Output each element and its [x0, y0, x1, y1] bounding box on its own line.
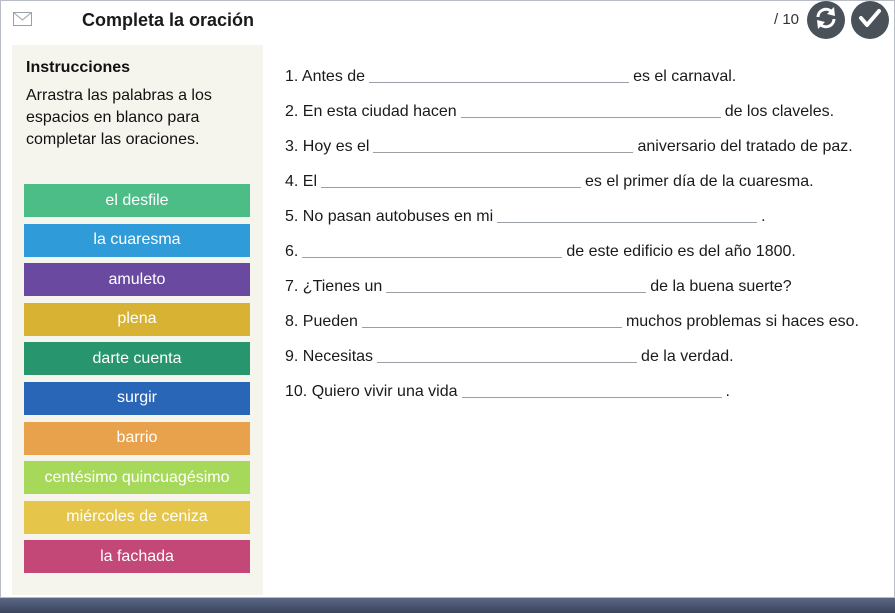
instructions-title: Instrucciones: [26, 59, 131, 76]
sentence-text-before: 7. ¿Tienes un: [285, 278, 383, 295]
sentence-text-after: de la buena suerte?: [650, 278, 792, 295]
word-bank-panel: [12, 45, 263, 595]
word-tile[interactable]: surgir: [24, 382, 250, 415]
sentence-text-before: 9. Necesitas: [285, 348, 374, 365]
answer-blank[interactable]: [462, 380, 722, 398]
word-tile[interactable]: centésimo quincuagésimo: [24, 461, 250, 494]
sentence-text-after: .: [725, 383, 730, 400]
sentence-item: [285, 273, 875, 300]
refresh-button[interactable]: [807, 1, 845, 39]
sentence-item: [285, 238, 875, 265]
check-button[interactable]: [851, 1, 889, 39]
page-title: Completa la oración: [82, 10, 255, 30]
checkmark-icon: [857, 5, 883, 36]
sentence-text-after: aniversario del tratado de paz.: [637, 138, 853, 155]
sentence-item: [285, 168, 875, 195]
sentence-text-after: de la verdad.: [641, 348, 734, 365]
sentence-text-before: 2. En esta ciudad hacen: [285, 103, 457, 120]
answer-blank[interactable]: [373, 135, 633, 153]
word-tile[interactable]: la cuaresma: [24, 224, 250, 257]
sentence-item: [285, 63, 875, 90]
refresh-icon: [811, 3, 841, 38]
sentence-text-before: 5. No pasan autobuses en mi: [285, 208, 494, 225]
sentence-text-after: .: [761, 208, 766, 225]
answer-blank[interactable]: [461, 100, 721, 118]
sentence-item: [285, 378, 875, 405]
envelope-icon[interactable]: [13, 12, 32, 26]
word-tile[interactable]: amuleto: [24, 263, 250, 296]
word-tile[interactable]: darte cuenta: [24, 342, 250, 375]
word-tile[interactable]: miércoles de ceniza: [24, 501, 250, 534]
sentence-text-after: de los claveles.: [724, 103, 835, 120]
sentence-text-before: 4. El: [285, 173, 318, 190]
sentence-text-after: es el primer día de la cuaresma.: [585, 173, 814, 190]
answer-blank[interactable]: [321, 170, 581, 188]
answer-blank[interactable]: [302, 240, 562, 258]
sentence-text-after: es el carnaval.: [633, 68, 737, 85]
sentence-text-before: 8. Pueden: [285, 313, 358, 330]
sentence-item: [285, 343, 875, 370]
word-list: [24, 184, 250, 580]
question-counter: / 10: [774, 11, 800, 28]
instructions-text: Arrastra las palabras a los espacios en blanco para completar las oraciones.: [26, 87, 212, 148]
answer-blank[interactable]: [362, 310, 622, 328]
sentence-text-before: 3. Hoy es el: [285, 138, 370, 155]
sentence-text-before: 1. Antes de: [285, 68, 366, 85]
header-bar: [1, 1, 894, 41]
sentence-text-after: muchos problemas si haces eso.: [625, 313, 859, 330]
sentence-list: [285, 63, 875, 413]
answer-blank[interactable]: [386, 275, 646, 293]
word-tile[interactable]: el desfile: [24, 184, 250, 217]
sentence-item: [285, 133, 875, 160]
sentence-text-before: 6.: [285, 243, 299, 260]
sentence-item: [285, 203, 875, 230]
bottom-bar: [0, 598, 895, 613]
answer-blank[interactable]: [377, 345, 637, 363]
answer-blank[interactable]: [497, 205, 757, 223]
word-tile[interactable]: plena: [24, 303, 250, 336]
word-tile[interactable]: barrio: [24, 422, 250, 455]
word-tile[interactable]: la fachada: [24, 540, 250, 573]
sentence-text-after: de este edificio es del año 1800.: [566, 243, 796, 260]
sentence-item: [285, 98, 875, 125]
answer-blank[interactable]: [369, 65, 629, 83]
sentence-text-before: 10. Quiero vivir una vida: [285, 383, 458, 400]
sentence-item: [285, 308, 875, 335]
